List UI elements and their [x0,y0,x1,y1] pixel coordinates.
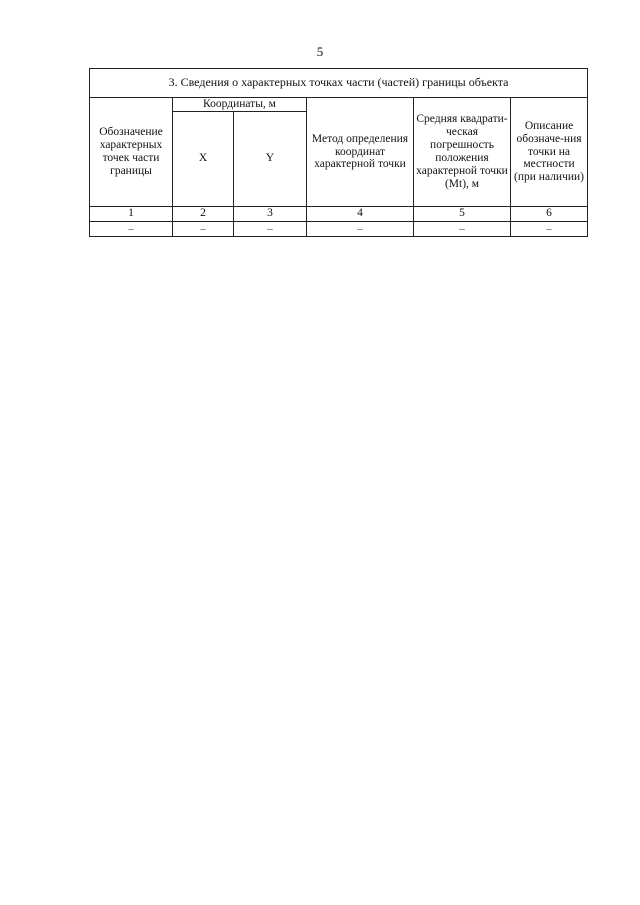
table-cell: – [414,221,511,236]
header-x: X [173,111,234,206]
boundary-points-table [89,68,588,237]
section-title: 3. Сведения о характерных точках части (частей) границы объекта [90,69,588,98]
page-number: 5 [316,44,324,59]
column-number-row [90,206,588,221]
column-number: 2 [173,206,234,221]
table-cell: – [307,221,414,236]
header-mean-square-error: Средняя квадрати-ческая погрешность положения характерной точки (Mt), м [414,98,511,207]
header-point-description: Описание обозначе-ния точки на местности (при наличии) [511,98,588,207]
column-number: 5 [414,206,511,221]
column-number: 4 [307,206,414,221]
column-number: 3 [234,206,307,221]
table-cell: – [90,221,173,236]
header-point-designation: Обозначение характерных точек части границы [90,98,173,207]
column-number: 6 [511,206,588,221]
table-cell: – [511,221,588,236]
column-number: 1 [90,206,173,221]
header-method: Метод определения координат характерной точки [307,98,414,207]
table-cell: – [234,221,307,236]
table-row [90,221,588,236]
header-y: Y [234,111,307,206]
table-cell: – [173,221,234,236]
header-coordinates: Координаты, м [173,98,307,112]
